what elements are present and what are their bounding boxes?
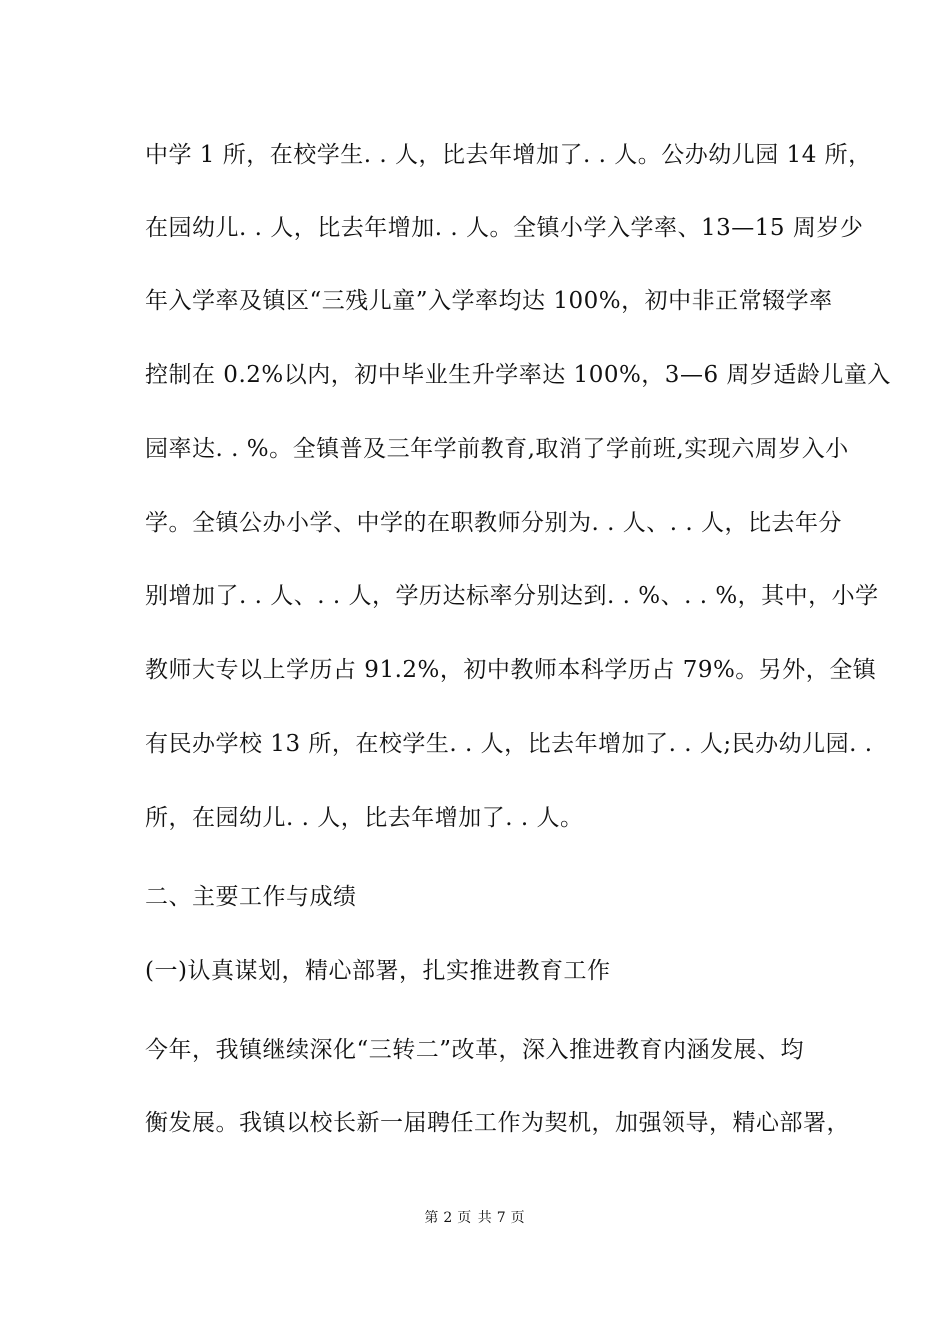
footer-page-current: 2 [443,1210,454,1226]
body-line-1: 中学 1 所，在校学生. . 人，比去年增加了. . 人。公办幼儿园 14 所， [145,142,872,168]
section-heading: 二、主要工作与成绩 [145,884,357,910]
body-line-2: 在园幼儿. . 人，比去年增加. . 人。全镇小学入学率、13—15 周岁少 [145,215,864,241]
footer-prefix: 第 [424,1210,440,1226]
footer-mid: 页 共 [457,1210,493,1226]
body-line-6: 学。全镇公办小学、中学的在职教师分别为. . 人、. . 人，比去年分 [145,510,842,536]
body-line-11: 今年，我镇继续深化“三转二”改革，深入推进教育内涵发展、均 [145,1037,805,1063]
body-line-9: 有民办学校 13 所，在校学生. . 人，比去年增加了. . 人;民办幼儿园. . [145,731,873,757]
body-line-8: 教师大专以上学历占 91.2%，初中教师本科学历占 79%。另外，全镇 [145,657,877,683]
body-line-3: 年入学率及镇区“三残儿童”入学率均达 100%，初中非正常辍学率 [145,288,833,314]
subsection-heading: (一)认真谋划，精心部署，扎实推进教育工作 [145,958,611,984]
body-line-5: 园率达. . %。全镇普及三年学前教育,取消了学前班,实现六周岁入小 [145,436,849,462]
footer-page-total: 7 [496,1210,507,1226]
body-line-7: 别增加了. . 人、. . 人，学历达标率分别达到. . %、. . %，其中，小学 [145,583,879,609]
body-line-4: 控制在 0.2%以内，初中毕业生升学率达 100%，3—6 周岁适龄儿童入 [145,362,891,388]
body-line-12: 衡发展。我镇以校长新一届聘任工作为契机，加强领导，精心部署， [145,1110,850,1136]
page-footer [0,1208,950,1228]
body-line-10: 所，在园幼儿. . 人，比去年增加了. . 人。 [145,805,584,831]
footer-suffix: 页 [510,1210,526,1226]
